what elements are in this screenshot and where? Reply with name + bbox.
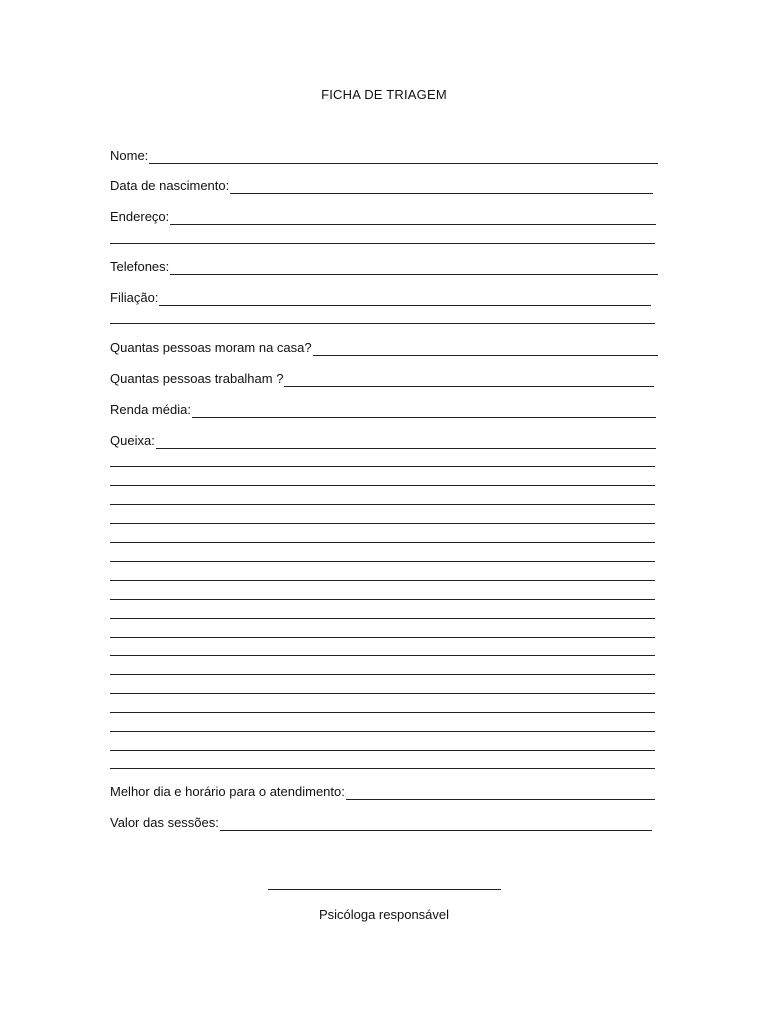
- queixa-field[interactable]: [110, 431, 656, 449]
- queixa-line[interactable]: [110, 637, 655, 638]
- nome-field[interactable]: [110, 146, 658, 164]
- pessoas-moram-field[interactable]: [110, 338, 658, 356]
- queixa-label: Queixa:: [110, 433, 155, 448]
- data-nascimento-field[interactable]: [110, 176, 653, 194]
- data-nascimento-label: Data de nascimento:: [110, 178, 230, 193]
- queixa-line[interactable]: [110, 580, 655, 581]
- queixa-line[interactable]: [110, 485, 655, 486]
- queixa-line[interactable]: [110, 618, 655, 619]
- queixa-line[interactable]: [110, 655, 655, 656]
- queixa-blank[interactable]: [156, 434, 656, 449]
- valor-sessoes-label: Valor das sessões:: [110, 815, 219, 830]
- signature-line[interactable]: [268, 889, 501, 890]
- pessoas-trabalham-label: Quantas pessoas trabalham ?: [110, 371, 284, 386]
- filiacao-blank[interactable]: [159, 291, 651, 306]
- queixa-line[interactable]: [110, 599, 655, 600]
- pessoas-moram-blank[interactable]: [313, 341, 658, 356]
- endereco-blank[interactable]: [170, 210, 656, 225]
- renda-blank[interactable]: [192, 403, 656, 418]
- pessoas-trabalham-blank[interactable]: [284, 372, 654, 387]
- queixa-line[interactable]: [110, 731, 655, 732]
- queixa-line[interactable]: [110, 674, 655, 675]
- nome-blank[interactable]: [149, 149, 658, 164]
- queixa-line[interactable]: [110, 768, 655, 769]
- telefones-label: Telefones:: [110, 259, 170, 274]
- signature-label: Psicóloga responsável: [318, 907, 450, 922]
- filiacao-field[interactable]: [110, 288, 651, 306]
- filiacao-extra-line[interactable]: [110, 323, 655, 324]
- telefones-blank[interactable]: [170, 260, 658, 275]
- melhor-dia-label: Melhor dia e horário para o atendimento:: [110, 784, 345, 799]
- melhor-dia-field[interactable]: [110, 782, 655, 800]
- melhor-dia-blank[interactable]: [346, 785, 655, 800]
- nome-label: Nome:: [110, 148, 149, 163]
- telefones-field[interactable]: [110, 257, 658, 275]
- queixa-line[interactable]: [110, 466, 655, 467]
- page-title: FICHA DE TRIAGEM: [321, 87, 447, 102]
- endereco-label: Endereço:: [110, 209, 170, 224]
- filiacao-label: Filiação:: [110, 290, 159, 305]
- data-nascimento-blank[interactable]: [230, 179, 653, 194]
- pessoas-trabalham-field[interactable]: [110, 369, 654, 387]
- valor-sessoes-field[interactable]: [110, 813, 652, 831]
- renda-label: Renda média:: [110, 402, 191, 417]
- queixa-line[interactable]: [110, 542, 655, 543]
- endereco-extra-line[interactable]: [110, 243, 655, 244]
- valor-sessoes-blank[interactable]: [220, 816, 652, 831]
- queixa-line[interactable]: [110, 750, 655, 751]
- pessoas-moram-label: Quantas pessoas moram na casa?: [110, 340, 312, 355]
- queixa-line[interactable]: [110, 693, 655, 694]
- queixa-line[interactable]: [110, 523, 655, 524]
- endereco-field[interactable]: [110, 207, 656, 225]
- renda-field[interactable]: [110, 400, 656, 418]
- queixa-line[interactable]: [110, 712, 655, 713]
- queixa-line[interactable]: [110, 561, 655, 562]
- queixa-line[interactable]: [110, 504, 655, 505]
